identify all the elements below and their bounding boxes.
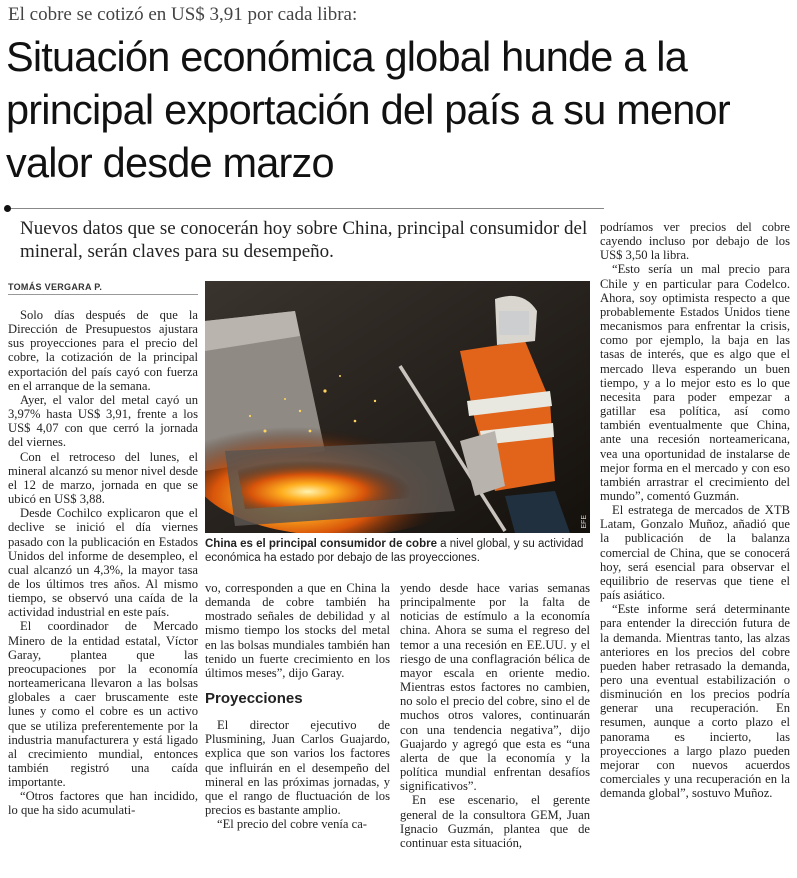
col2-paragraph: “El precio del cobre venía ca- xyxy=(217,817,367,832)
col4-paragraph: El estratega de mercados de XTB Latam, Gonzalo Muñoz, añadió que la publicación de la balanza comercial de China, que se conocerá hoy, será esencial para observar el equilibrio de reservas que tiene el país asiático. xyxy=(600,503,790,603)
caption-text: a nivel global, y su actividad económica ha estado por debajo de las proyecciones. xyxy=(205,538,584,564)
headline: Situación económica global hunde a la principal exportación del país a su menor valor desde marzo xyxy=(6,33,730,186)
rule-dot xyxy=(4,205,11,212)
section-title: Proyecciones xyxy=(205,690,303,708)
col2-paragraph: El director ejecutivo de Plusmining, Juan Carlos Guajardo, explica que son varios los factores que influirán en el desempeño del mineral en las próximas jornadas, y que el rango de fluctuación de los precios es bastante amplio. xyxy=(205,718,390,818)
photo-credit: EFE xyxy=(581,515,588,529)
subhead: Nuevos datos que se conocerán hoy sobre China, principal consumidor del mineral, serán claves para su desempeño. xyxy=(20,218,588,262)
col3-paragraph: En ese escenario, el gerente general de la consultora GEM, Juan Ignacio Guzmán, plantea que de continuar esta situación, xyxy=(400,793,590,850)
column-4 xyxy=(600,220,790,800)
kicker: El cobre se cotizó en US$ 3,91 por cada libra: xyxy=(8,4,358,25)
col1-paragraph: Con el retroceso del lunes, el mineral alcanzó su menor nivel desde el 12 de marzo, jornada en que se ubicó en US$ 3,88. xyxy=(8,449,198,507)
column-2 xyxy=(205,581,390,831)
byline: TOMÁS VERGARA P. xyxy=(8,282,103,292)
caption-bold: China es el principal consumidor de cobre xyxy=(205,538,437,550)
col1-paragraph: Ayer, el valor del metal cayó un 3,97% hasta US$ 3,91, frente a los US$ 4,07 con que cerró la jornada del viernes. xyxy=(8,392,198,450)
column-1 xyxy=(8,308,198,818)
news-photo xyxy=(205,281,590,533)
col4-continuation: podríamos ver precios del cobre cayendo incluso por debajo de los US$ 3,50 la libra. xyxy=(600,220,790,263)
col4-paragraph: “Este informe será determinante para entender la dirección futura de la demanda. Mientras tanto, las alzas anteriores en los precios del cobre pueden haber retrasado la demanda, pero una eventual estabilización o disminución en los precios podría generar una recuperación. En resumen, aunque a corto plazo el panorama es incierto, las proyecciones a largo plazo pueden mejorar con nuevos acuerdos comerciales y una recuperación en la demanda global”, sostuvo Muñoz. xyxy=(600,602,790,801)
headline-rule xyxy=(8,208,604,209)
col2-continuation: vo, corresponden a que en China la demanda de cobre también ha mostrado señales de debilidad y al mismo tiempo los stocks del metal en las bolsas mundiales también han tenido un fuerte crecimiento en los últimos meses”, dijo Garay. xyxy=(205,581,390,680)
col1-paragraph: El coordinador de Mercado Minero de la entidad estatal, Víctor Garay, plantea que las preocupaciones por la economía norteamericana llevaron a las bolsas globales a caer bruscamente este lunes y como el cobre es un activo que se utiliza preferentemente por la industria manufacturera y está ligado al crecimiento mundial, entonces también registró una caída importante. xyxy=(8,619,198,790)
byline-rule xyxy=(8,294,198,295)
col3-continuation: yendo desde hace varias semanas principalmente por la falta de noticias de estímulo a la economía china. Ahora se suma el regreso del temor a una recesión en EE.UU. y el riesgo de una conflagración bélica de mayor escala en oriente medio. Mientras estos factores no cambien, no solo el precio del cobre, sino el de muchos otros valores, continuarán con una tendencia negativa”, dijo Guajardo y agregó que esta es “una alerta de que la economía y la política mundial enfrentan desafíos significativos”. xyxy=(400,581,590,794)
col1-paragraph: Solo días después de que la Dirección de Presupuestos ajustara sus proyecciones para el precio del cobre, la cotización de la principal exportación del país cayó con fuerza en el arranque de la semana. xyxy=(8,308,198,393)
col1-paragraph: Desde Cochilco explicaron que el declive se inició el día viernes pasado con la publicación en Estados Unidos del informe de desempleo, el cual alcanzó un 4,3%, la mayor tasa de los últimos tres años. Al mismo tiempo, se observó una caída de la actividad industrial en este país. xyxy=(8,506,198,620)
col4-paragraph: “Esto sería un mal precio para Chile y en particular para Codelco. Ahora, soy optimista respecto a que probablemente Estados Unidos tiene mecanismos para enfrentar la crisis, como por ejemplo, la baja en las tasas de interés, que es algo que el mercado lleva esperando un buen tiempo, y a lo mejor esto es lo que necesita para poder empezar a gatillar esa política, así como también eventualmente que China, ante una recesión norteamericana, vea una oportunidad de instalarse de mejor forma en el mercado y con eso también arrastrar el crecimiento del mundo”, comentó Guzmán. xyxy=(600,262,790,503)
column-3 xyxy=(400,581,590,850)
col1-paragraph: “Otros factores que han incidido, lo que ha sido acumulati- xyxy=(8,789,198,818)
photo-caption xyxy=(205,537,590,565)
